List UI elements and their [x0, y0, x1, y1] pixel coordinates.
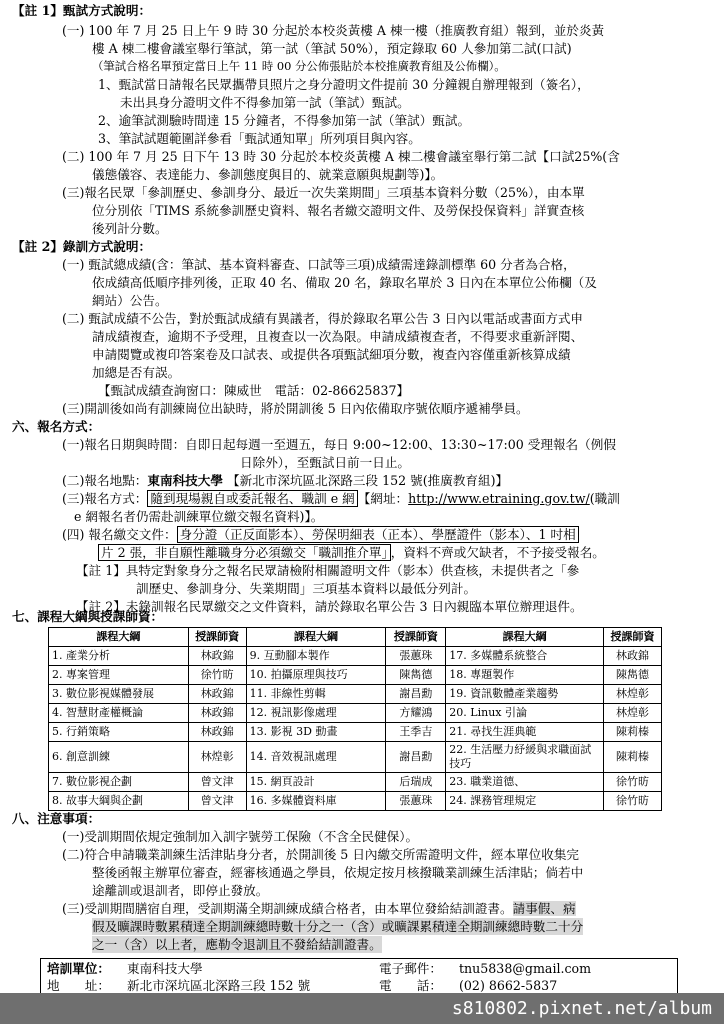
note2-a1: (一) 甄試總成績(含：筆試、基本資料審查、口試等三項)成績需達錄訓標準 60 分者為合格， [62, 257, 576, 272]
sec6-c-post: (職訓 [589, 491, 620, 506]
course-cell: 23. 職業道德、 [446, 773, 604, 792]
course-cell: 13. 影視 3D 動畫 [246, 723, 386, 742]
note2-c1: (三)開訓後如尚有訓練崗位出缺時，將於開訓後 5 日內依備取序號依順序遞補學員。 [62, 401, 529, 416]
table-row [49, 685, 662, 704]
sec6-c-mid: 【網址： [357, 491, 409, 506]
sec6-b [62, 472, 508, 489]
sec8-c1-text: (三)受訓期間膳宿自理，受訓期滿全期訓練成績合格者，由本單位發給結訓證書。 [62, 901, 513, 916]
note1-b2: 未出具身分證明文件不得參加第一試（筆試）甄試。 [120, 95, 410, 110]
table-row [49, 666, 662, 685]
score-inquiry-contact: 【甄試成績查詢窗口：陳威世 電話：02-86625837】 [98, 383, 410, 398]
unit-label: 培訓單位： [47, 961, 110, 976]
course-table [48, 627, 662, 811]
sec8-b1: (二)符合申請職業訓練生活津貼身分者，於開訓後 5 日內繳交所需證明文件，經本單位收集完 [62, 847, 580, 862]
sec6-c2: e 網報名者仍需赴訓練單位繳交報名資料)】。 [74, 509, 324, 524]
required-documents-box-1: 身分證（正反面影本）、勞保明細表（正本）、學歷證件（影本）、1 吋相 [177, 526, 579, 543]
note2-a3: 網站）公告。 [92, 293, 168, 308]
note1-d1: (三)報名民眾「參訓歷史、參訓身分、最近一次失業期間」三項基本資料分數（25%），由本單 [62, 185, 585, 200]
sec8-c1 [62, 900, 576, 917]
course-cell: 16. 多媒體資料庫 [246, 792, 386, 811]
sec6-c [62, 490, 620, 507]
column-header: 授課師資 [386, 628, 446, 647]
teacher-cell: 王季吉 [386, 723, 446, 742]
table-row [49, 792, 662, 811]
course-cell: 6. 創意訓練 [49, 742, 189, 773]
course-cell: 1. 產業分析 [49, 647, 189, 666]
unit-value: 東南科技大學 [127, 961, 203, 976]
course-cell: 9. 互動腳本製作 [246, 647, 386, 666]
course-cell: 2. 專案管理 [49, 666, 189, 685]
section8-title: 八、注意事項： [12, 811, 101, 826]
course-cell: 22. 生活壓力紓緩與求職面試技巧 [446, 742, 604, 773]
teacher-cell: 林政錦 [188, 685, 246, 704]
note1-d3: 後列計分數。 [92, 221, 168, 236]
column-header: 授課師資 [604, 628, 662, 647]
note2-b2: 請成績複查，逾期不予受理，且複查以一次為限。申請成績複查者，不得要求重新評閱、 [92, 329, 584, 344]
teacher-cell: 林政錦 [188, 704, 246, 723]
email-label: 電子郵件： [379, 961, 442, 976]
course-cell: 3. 數位影視媒體發展 [49, 685, 189, 704]
teacher-cell: 林煌彰 [604, 685, 662, 704]
course-cell: 15. 網頁設計 [246, 773, 386, 792]
note1-a2: 樓 A 棟二樓會議室舉行筆試，第一試（筆試 50%），預定錄取 60 人參加第二試(口試) [92, 41, 572, 56]
address-value: 新北市深坑區北深路三段 152 號 [127, 978, 311, 993]
sec6-e1: 【註 1】具特定對象身分之報名民眾請檢附相關證明文件（影本）供查核，未提供者之「參 [76, 563, 580, 578]
note1-d2: 位分別依「TIMS 系統參訓歷史資料、報名者繳交證明文件、及勞保投保資料」詳實查核 [92, 203, 585, 218]
teacher-cell: 徐竹昉 [604, 773, 662, 792]
course-cell: 14. 音效視訊處理 [246, 742, 386, 773]
sec6-e3: 【註 2】未錄訓報名民眾繳交之文件資料，請於錄取名單公告 3 日內親臨本單位辦理退件。 [76, 599, 583, 614]
required-documents-box-2: 片 2 張，非自願性離職身分必須繳交「職訓推介單」 [98, 544, 391, 561]
column-header: 課程大綱 [446, 628, 604, 647]
course-cell: 7. 數位影視企劃 [49, 773, 189, 792]
sec6-d [62, 526, 579, 543]
sec8-c1-highlight: 請事假、病 [512, 901, 576, 916]
course-cell: 17. 多媒體系統整合 [446, 647, 604, 666]
teacher-cell: 陳雋德 [604, 666, 662, 685]
note1-a3: （筆試合格名單預定當日上午 11 時 00 分公佈張貼於本校推廣教育組及公佈欄）。 [92, 59, 506, 73]
note1-b4: 3、筆試試題範圍詳參看「甄試通知單」所列項目與內容。 [98, 131, 421, 146]
note1-a1: (一) 100 年 7 月 25 日上午 9 時 30 分起於本校炎黃樓 A 棟一樓（推廣教育組）報到，並於炎黃 [62, 23, 605, 38]
column-header: 課程大綱 [246, 628, 386, 647]
watermark-text: s810802.pixnet.net/album [451, 998, 712, 1019]
course-cell: 11. 非線性剪輯 [246, 685, 386, 704]
note1-b1: 1、甄試當日請報名民眾攜帶貝照片之身分證明文件提前 30 分鐘親自辦理報到（簽名）， [98, 77, 590, 92]
sec6-d-label: (四) 報名繳交文件： [62, 527, 177, 542]
registration-address: 【新北市深坑區北深路三段 152 號(推廣教育組)】 [226, 473, 509, 488]
teacher-cell: 林政錦 [188, 723, 246, 742]
teacher-cell: 陳雋德 [386, 666, 446, 685]
phone-value: (02) 8662-5837 [459, 978, 558, 993]
course-cell: 12. 視訊影像處理 [246, 704, 386, 723]
teacher-cell: 后瑞成 [386, 773, 446, 792]
sec6-a2: 日除外），至甄試日前一日止。 [240, 455, 411, 470]
column-header: 課程大綱 [49, 628, 189, 647]
sec8-b2: 整後函報主辦單位審查，經審核通過之學員，依規定按月核撥職業訓練生活津貼；倘若中 [92, 865, 584, 880]
note2-b1: (二) 甄試成績不公告，對於甄試成績有異議者，得於錄取名單公告 3 日內以電話或書面方式申 [62, 311, 584, 326]
phone-label: 電 話： [379, 978, 442, 993]
teacher-cell: 徐竹昉 [188, 666, 246, 685]
course-cell: 24. 課務管理規定 [446, 792, 604, 811]
sec8-a1: (一)受訓期間依規定強制加入訓字號勞工保險（不含全民健保）。 [62, 829, 419, 844]
note2-a2: 依成績高低順序排列後，正取 40 名、備取 20 名，錄取名單於 3 日內在本單位公佈欄（及 [92, 275, 597, 290]
teacher-cell: 陳莉榛 [604, 723, 662, 742]
note1-c2: 儀態儀容、表達能力、參訓態度與目的、就業意願與規劃等)】。 [92, 167, 444, 182]
teacher-cell: 林煌彰 [604, 704, 662, 723]
course-cell: 8. 故事大綱與企劃 [49, 792, 189, 811]
table-row [49, 742, 662, 773]
course-cell: 18. 專題製作 [446, 666, 604, 685]
table-row [49, 723, 662, 742]
teacher-cell: 張蕙珠 [386, 792, 446, 811]
course-table-header [49, 628, 662, 647]
course-cell: 21. 尋找生涯典範 [446, 723, 604, 742]
sec6-d-post: ，資料不齊或欠缺者，不予接受報名。 [390, 545, 605, 560]
sec6-e2: 訓歷史、參訓身分、失業期間」三項基本資料以最低分列計。 [136, 581, 477, 596]
contact-footer [40, 958, 678, 996]
table-row [49, 704, 662, 723]
course-cell: 19. 資訊數體產業趨勢 [446, 685, 604, 704]
section7-title: 七、課程大綱與授課師資： [12, 609, 164, 624]
teacher-cell: 陳莉榛 [604, 742, 662, 773]
teacher-cell: 謝昌勳 [386, 685, 446, 704]
watermark-bar [0, 993, 724, 1024]
sec6-c-label: (三)報名方式： [62, 491, 148, 506]
table-row [49, 647, 662, 666]
course-cell: 20. Linux 引論 [446, 704, 604, 723]
course-cell: 4. 智慧財產權概論 [49, 704, 189, 723]
teacher-cell: 張蕙珠 [386, 647, 446, 666]
section6-title: 六、報名方式： [12, 419, 101, 434]
sec8-c2: 假及曠課時數累積達全期訓練總時數十分之一（含）或曠課累積達全期訓練總時數二十分 [92, 919, 584, 934]
note1-title: 【註 1】甄試方式說明： [12, 3, 152, 18]
teacher-cell: 林政錦 [188, 647, 246, 666]
teacher-cell: 徐竹昉 [604, 792, 662, 811]
sec6-a1: (一)報名日期與時間：自即日起每週一至週五，每日 9:00~12:00、13:30~17:00 受理報名（例假 [62, 437, 616, 452]
course-cell: 10. 拍攝原理與技巧 [246, 666, 386, 685]
note2-title: 【註 2】錄訓方式說明： [12, 239, 152, 254]
teacher-cell: 曾文津 [188, 773, 246, 792]
etraining-link[interactable]: http://www.etraining.gov.tw/ [408, 491, 590, 506]
course-cell: 5. 行銷策略 [49, 723, 189, 742]
sec6-d2 [98, 544, 605, 561]
table-row [49, 773, 662, 792]
note1-c1: (二) 100 年 7 月 25 日下午 13 時 30 分起於本校炎黃樓 A 棟二樓會議室舉行第二試【口試25%(含 [62, 149, 620, 164]
teacher-cell: 謝昌勳 [386, 742, 446, 773]
teacher-cell: 林煌彰 [188, 742, 246, 773]
note2-b3: 申請閱覽或複印答案卷及口試表、或提供各項甄試細項分數，複查內容僅重新核算成績 [92, 347, 571, 362]
teacher-cell: 林政錦 [604, 647, 662, 666]
teacher-cell: 方耀鴻 [386, 704, 446, 723]
column-header: 授課師資 [188, 628, 246, 647]
sec8-c3: 之一（含）以上者，應勒令退訓且不發給結訓證書。 [92, 937, 382, 952]
sec6-b-label: (二)報名地點： [62, 473, 148, 488]
email-value[interactable]: tnu5838@gmail.com [459, 961, 592, 976]
sec8-b3: 途離訓或退訓者，即停止發放。 [92, 883, 269, 898]
address-label: 地 址： [47, 978, 110, 993]
registration-method-box: 隨到現場親自或委託報名、職訓 e 網 [147, 490, 357, 507]
teacher-cell: 曾文津 [188, 792, 246, 811]
note1-b3: 2、逾筆試測驗時間達 15 分鐘者，不得參加第一試（筆試）甄試。 [98, 113, 471, 128]
registration-place: 東南科技大學 [147, 473, 223, 488]
note2-b4: 加總是否有誤。 [92, 365, 181, 380]
